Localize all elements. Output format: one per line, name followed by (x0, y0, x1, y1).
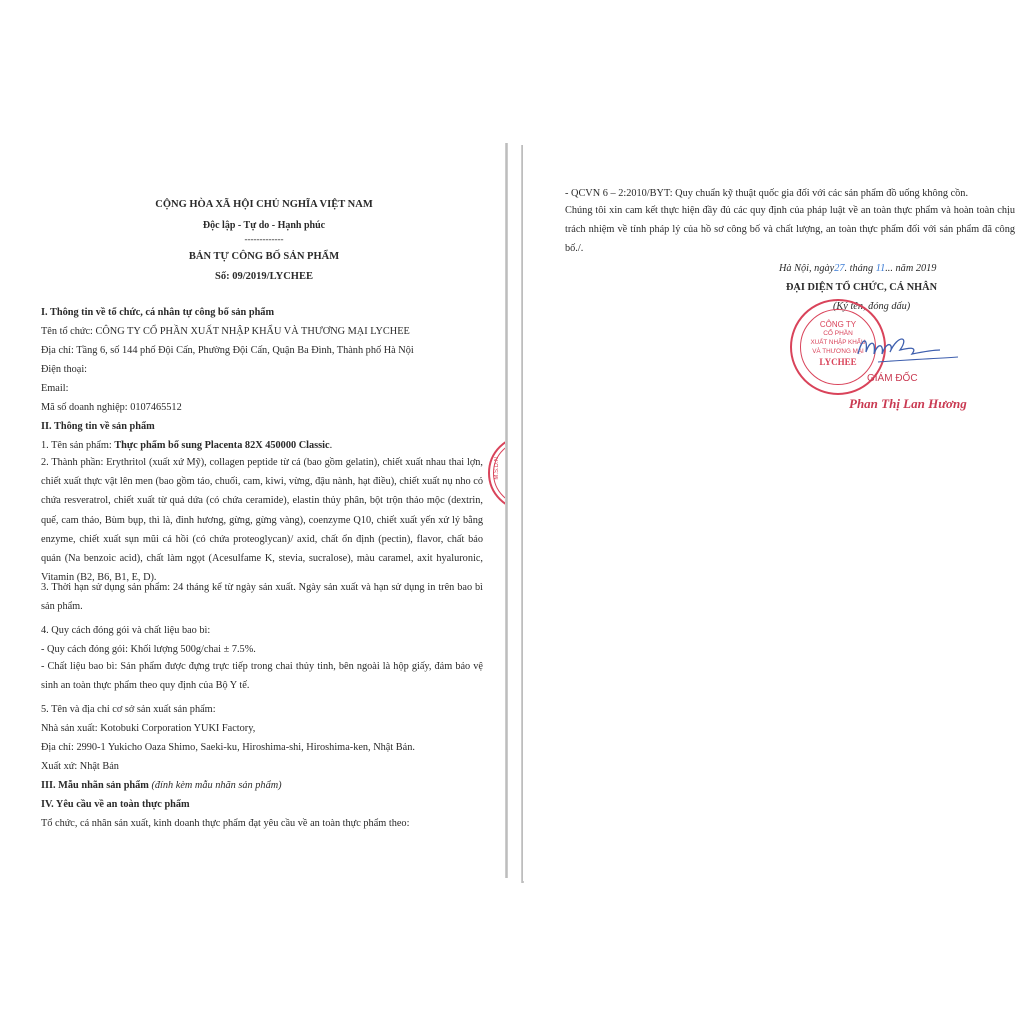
stamp-line-3: XUẤT NHẬP KHẨU (810, 339, 866, 346)
page-divider-left (505, 143, 508, 878)
signing-date (779, 264, 936, 274)
org-email: Email: (41, 383, 69, 394)
date-mid: . tháng (844, 263, 876, 274)
signature-scribble (848, 326, 968, 371)
manufacturer-title: 5. Tên và địa chỉ cơ sở sản xuất sản phẩm: (41, 704, 216, 715)
packaging-spec: - Quy cách đóng gói: Khối lượng 500g/chai ± 7.5%. (41, 644, 256, 655)
signatory-note: (Ký tên, đóng dấu) (833, 301, 911, 312)
org-name: Tên tổ chức: CÔNG TY CỔ PHẦN XUẤT NHẬP KHẨU VÀ THƯƠNG MẠI LYCHEE (41, 326, 410, 337)
manufacturer-name: Nhà sản xuất: Kotobuki Corporation YUKI Factory, (41, 723, 256, 734)
stamp-line-5: LYCHEE (819, 357, 857, 367)
section-4-title: IV. Yêu cầu về an toàn thực phẩm (41, 799, 190, 810)
edge-stamp-text: M.S.D.N (494, 457, 500, 480)
partial-stamp-edge (488, 435, 506, 511)
stamp-line-2: CỔ PHẦN (823, 330, 853, 337)
manufacturer-address: Địa chỉ: 2990-1 Yukicho Oaza Shimo, Saeki-ku, Hiroshima-shi, Hiroshima-ken, Nhật Bản. (41, 742, 415, 753)
product-name-value: Thực phẩm bổ sung Placenta 82X 450000 Classic (114, 440, 330, 451)
signatory-title: ĐẠI DIỆN TỔ CHỨC, CÁ NHÂN (786, 282, 938, 293)
date-month-handwritten: 11 (875, 263, 886, 274)
date-suffix: ... năm 2019 (885, 263, 937, 274)
nation-heading: CỘNG HÒA XÃ HỘI CHỦ NGHĨA VIỆT NAM (155, 199, 373, 210)
section-1-title: I. Thông tin về tổ chức, cá nhân tự công bố sản phẩm (41, 307, 275, 318)
document-page-right (523, 143, 1024, 881)
product-name-label: 1. Tên sản phẩm: (41, 440, 115, 451)
date-day-handwritten: 27 (834, 263, 845, 274)
packaging-material: - Chất liệu bao bì: Sản phẩm được đựng trực tiếp trong chai thủy tinh, bên ngoài là hộp giấy, đảm bảo vệ sinh an toàn thực phẩm theo quy định của Bộ Y tế. (41, 661, 483, 692)
motto: Độc lập - Tự do - Hạnh phúc (202, 220, 326, 231)
standard-reference: - QCVN 6 – 2:2010/BYT: Quy chuẩn kỹ thuật quốc gia đối với các sản phẩm đồ uống không cồn. (565, 188, 969, 199)
date-prefix: Hà Nội, ngày (779, 263, 835, 274)
document-page-left (22, 143, 506, 881)
signatory-position: GIÁM ĐỐC (867, 373, 918, 384)
section-3-line (41, 781, 282, 791)
org-phone: Điện thoại: (41, 364, 88, 375)
origin: Xuất xứ: Nhật Bản (41, 761, 119, 772)
packaging-title: 4. Quy cách đóng gói và chất liệu bao bì: (41, 625, 211, 636)
commitment-text: Chúng tôi xin cam kết thực hiện đầy đủ các quy định của pháp luật về an toàn thực phẩm và hoàn toàn chịu trách nhiệm về tính pháp lý của hồ sơ công bố và chất lượng, an toàn thực phẩm đối với sản phẩm đã công bố./. (565, 205, 1015, 255)
business-code: Mã số doanh nghiệp: 0107465512 (41, 402, 182, 413)
document-number: Số: 09/2019/LYCHEE (215, 271, 313, 282)
stamp-line-1: CÔNG TY (819, 320, 857, 329)
section-3-title: III. Mẫu nhãn sản phẩm (41, 780, 149, 791)
org-address: Địa chỉ: Tầng 6, số 144 phố Đội Cấn, Phường Đội Cấn, Quận Ba Đình, Thành phố Hà Nội (41, 345, 414, 356)
separator: ------------- (244, 234, 284, 244)
section-4-text: Tổ chức, cá nhân sản xuất, kinh doanh thực phẩm đạt yêu cầu về an toàn thực phẩm theo: (41, 818, 410, 829)
product-name-line (41, 441, 332, 451)
stamp-line-4: VÀ THƯƠNG MẠI (812, 348, 864, 355)
signatory-name: Phan Thị Lan Hương (849, 396, 967, 411)
shelf-life: 3. Thời hạn sử dụng sản phẩm: 24 tháng kể từ ngày sản xuất. Ngày sản xuất và hạn sử dụng in trên bao bì sản phẩm. (41, 582, 483, 613)
section-3-note: (đính kèm mẫu nhãn sản phẩm) (148, 780, 282, 791)
product-name-end: . (329, 440, 333, 451)
ingredients: 2. Thành phần: Erythritol (xuất xứ Mỹ), collagen peptide từ cá (bao gồm gelatin), chiết xuất nhau thai lợn, chiết xuất thực vật lên men (bao gồm táo, chuối, cam, kiwi, vừng, đậu nành, hạt điều), chiết xuất nụ nho có chứa resveratrol, chiết xuất từ quả dứa (có chứa ceramide), elastin thủy phân, bột trộn thảo mộc (dextrin, quế, cam thảo, Bùm bụp, thì là, đinh hương, gừng, gừng vàng), coenzyme Q10, chiết xuất yến xử lý bằng enzyme, chiết xuất sụn mũi cá hồi (có chứa proteoglycan)/ axid, chất ổn định (pectin), flavor, chất bảo quản (Na benzoic acid), chất làm ngọt (Acesulfame K, stevia, sucralose), màu caramel, axit hyaluronic, Vitamin (B2, B6, B1, E, D). (41, 457, 483, 584)
section-2-title: II. Thông tin về sản phẩm (41, 421, 155, 432)
document-title: BẢN TỰ CÔNG BỐ SẢN PHẨM (188, 251, 340, 262)
